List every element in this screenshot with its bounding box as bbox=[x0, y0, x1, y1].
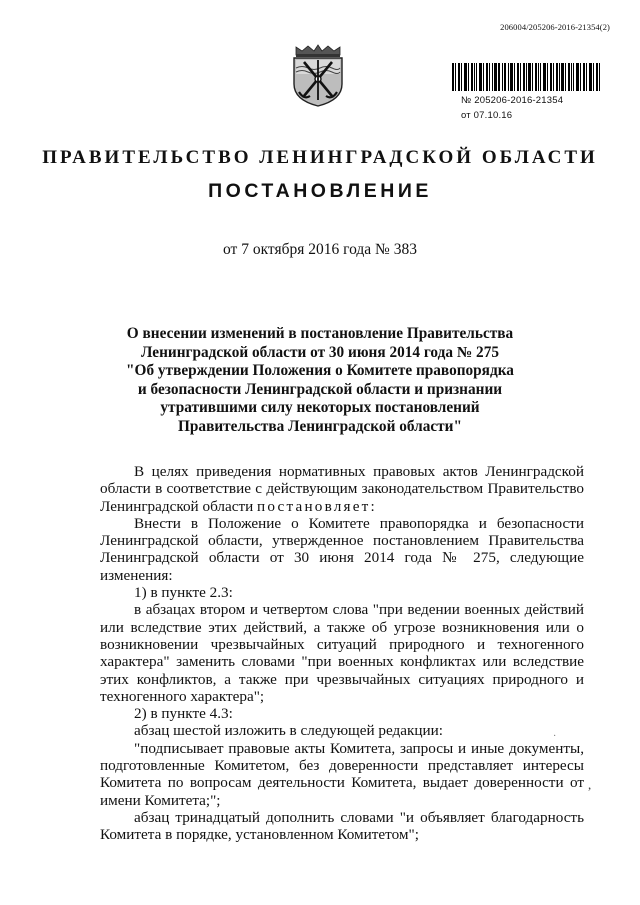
government-title: ПРАВИТЕЛЬСТВО ЛЕНИНГРАДСКОЙ ОБЛАСТИ bbox=[42, 147, 598, 168]
subject-line: "Об утверждении Положения о Комитете правопорядка bbox=[126, 362, 514, 379]
barcode-icon bbox=[452, 63, 600, 91]
document-body bbox=[100, 463, 584, 844]
registration-date: от 07.10.16 bbox=[461, 110, 513, 121]
subject-line: Правительства Ленинградской области" bbox=[178, 417, 462, 435]
preamble-text: В целях приведения нормативных правовых актов Ленинградской области в соответствие с действующим законодательством Правительство Ленинградской области bbox=[100, 463, 584, 515]
subject-line: О внесении изменений в постановление Правительства bbox=[126, 325, 514, 342]
document-number: 206004/205206-2016-21354(2) bbox=[500, 22, 610, 32]
registration-number: № 205206-2016-21354 bbox=[461, 95, 564, 106]
scan-mark: · bbox=[553, 731, 557, 742]
document-subject bbox=[120, 325, 520, 436]
body-paragraph: абзац шестой изложить в следующей редакции: bbox=[134, 722, 443, 740]
body-paragraph bbox=[100, 463, 584, 515]
resolves-word: постановляет: bbox=[257, 497, 377, 515]
body-paragraph: в абзацах втором и четвертом слова "при ведении военных действий или вследствие этих действий, а также об угрозе возникновения или о возникновении чрезвычайных ситуаций природного и техногенного характера" заменить словами "при военных конфликтах или вследствие этих конфликтов, а также при чрезвычайных ситуациях природного и техногенного характера"; bbox=[100, 601, 584, 705]
body-paragraph: 2) в пункте 4.3: bbox=[134, 705, 233, 723]
document-type: ПОСТАНОВЛЕНИЕ bbox=[208, 180, 432, 202]
document-date: от 7 октября 2016 года № 383 bbox=[223, 241, 417, 258]
body-paragraph: Внести в Положение о Комитете правопорядка и безопасности Ленинградской области, утвержденное постановлением Правительства Ленинградской области от 30 июня 2014 года № 275, следующие изменения: bbox=[100, 514, 584, 584]
body-paragraph: абзац тринадцатый дополнить словами "и объявляет благодарность Комитета в порядке, установленном Комитетом"; bbox=[100, 808, 584, 844]
leningrad-oblast-coat-of-arms-icon bbox=[288, 44, 348, 108]
subject-line: утратившими силу некоторых постановлений bbox=[160, 399, 480, 416]
scan-mark: , bbox=[588, 777, 592, 792]
body-paragraph: "подписывает правовые акты Комитета, запросы и иные документы, подготовленные Комитетом, без доверенности представляет интересы Комитета по вопросам деятельности Комитета, выдает доверенности от имени Комитета;"; bbox=[100, 739, 584, 809]
subject-line: Ленинградской области от 30 июня 2014 года № 275 bbox=[140, 343, 499, 361]
body-paragraph: 1) в пункте 2.3: bbox=[134, 584, 233, 602]
subject-line: и безопасности Ленинградской области и признании bbox=[137, 380, 503, 398]
